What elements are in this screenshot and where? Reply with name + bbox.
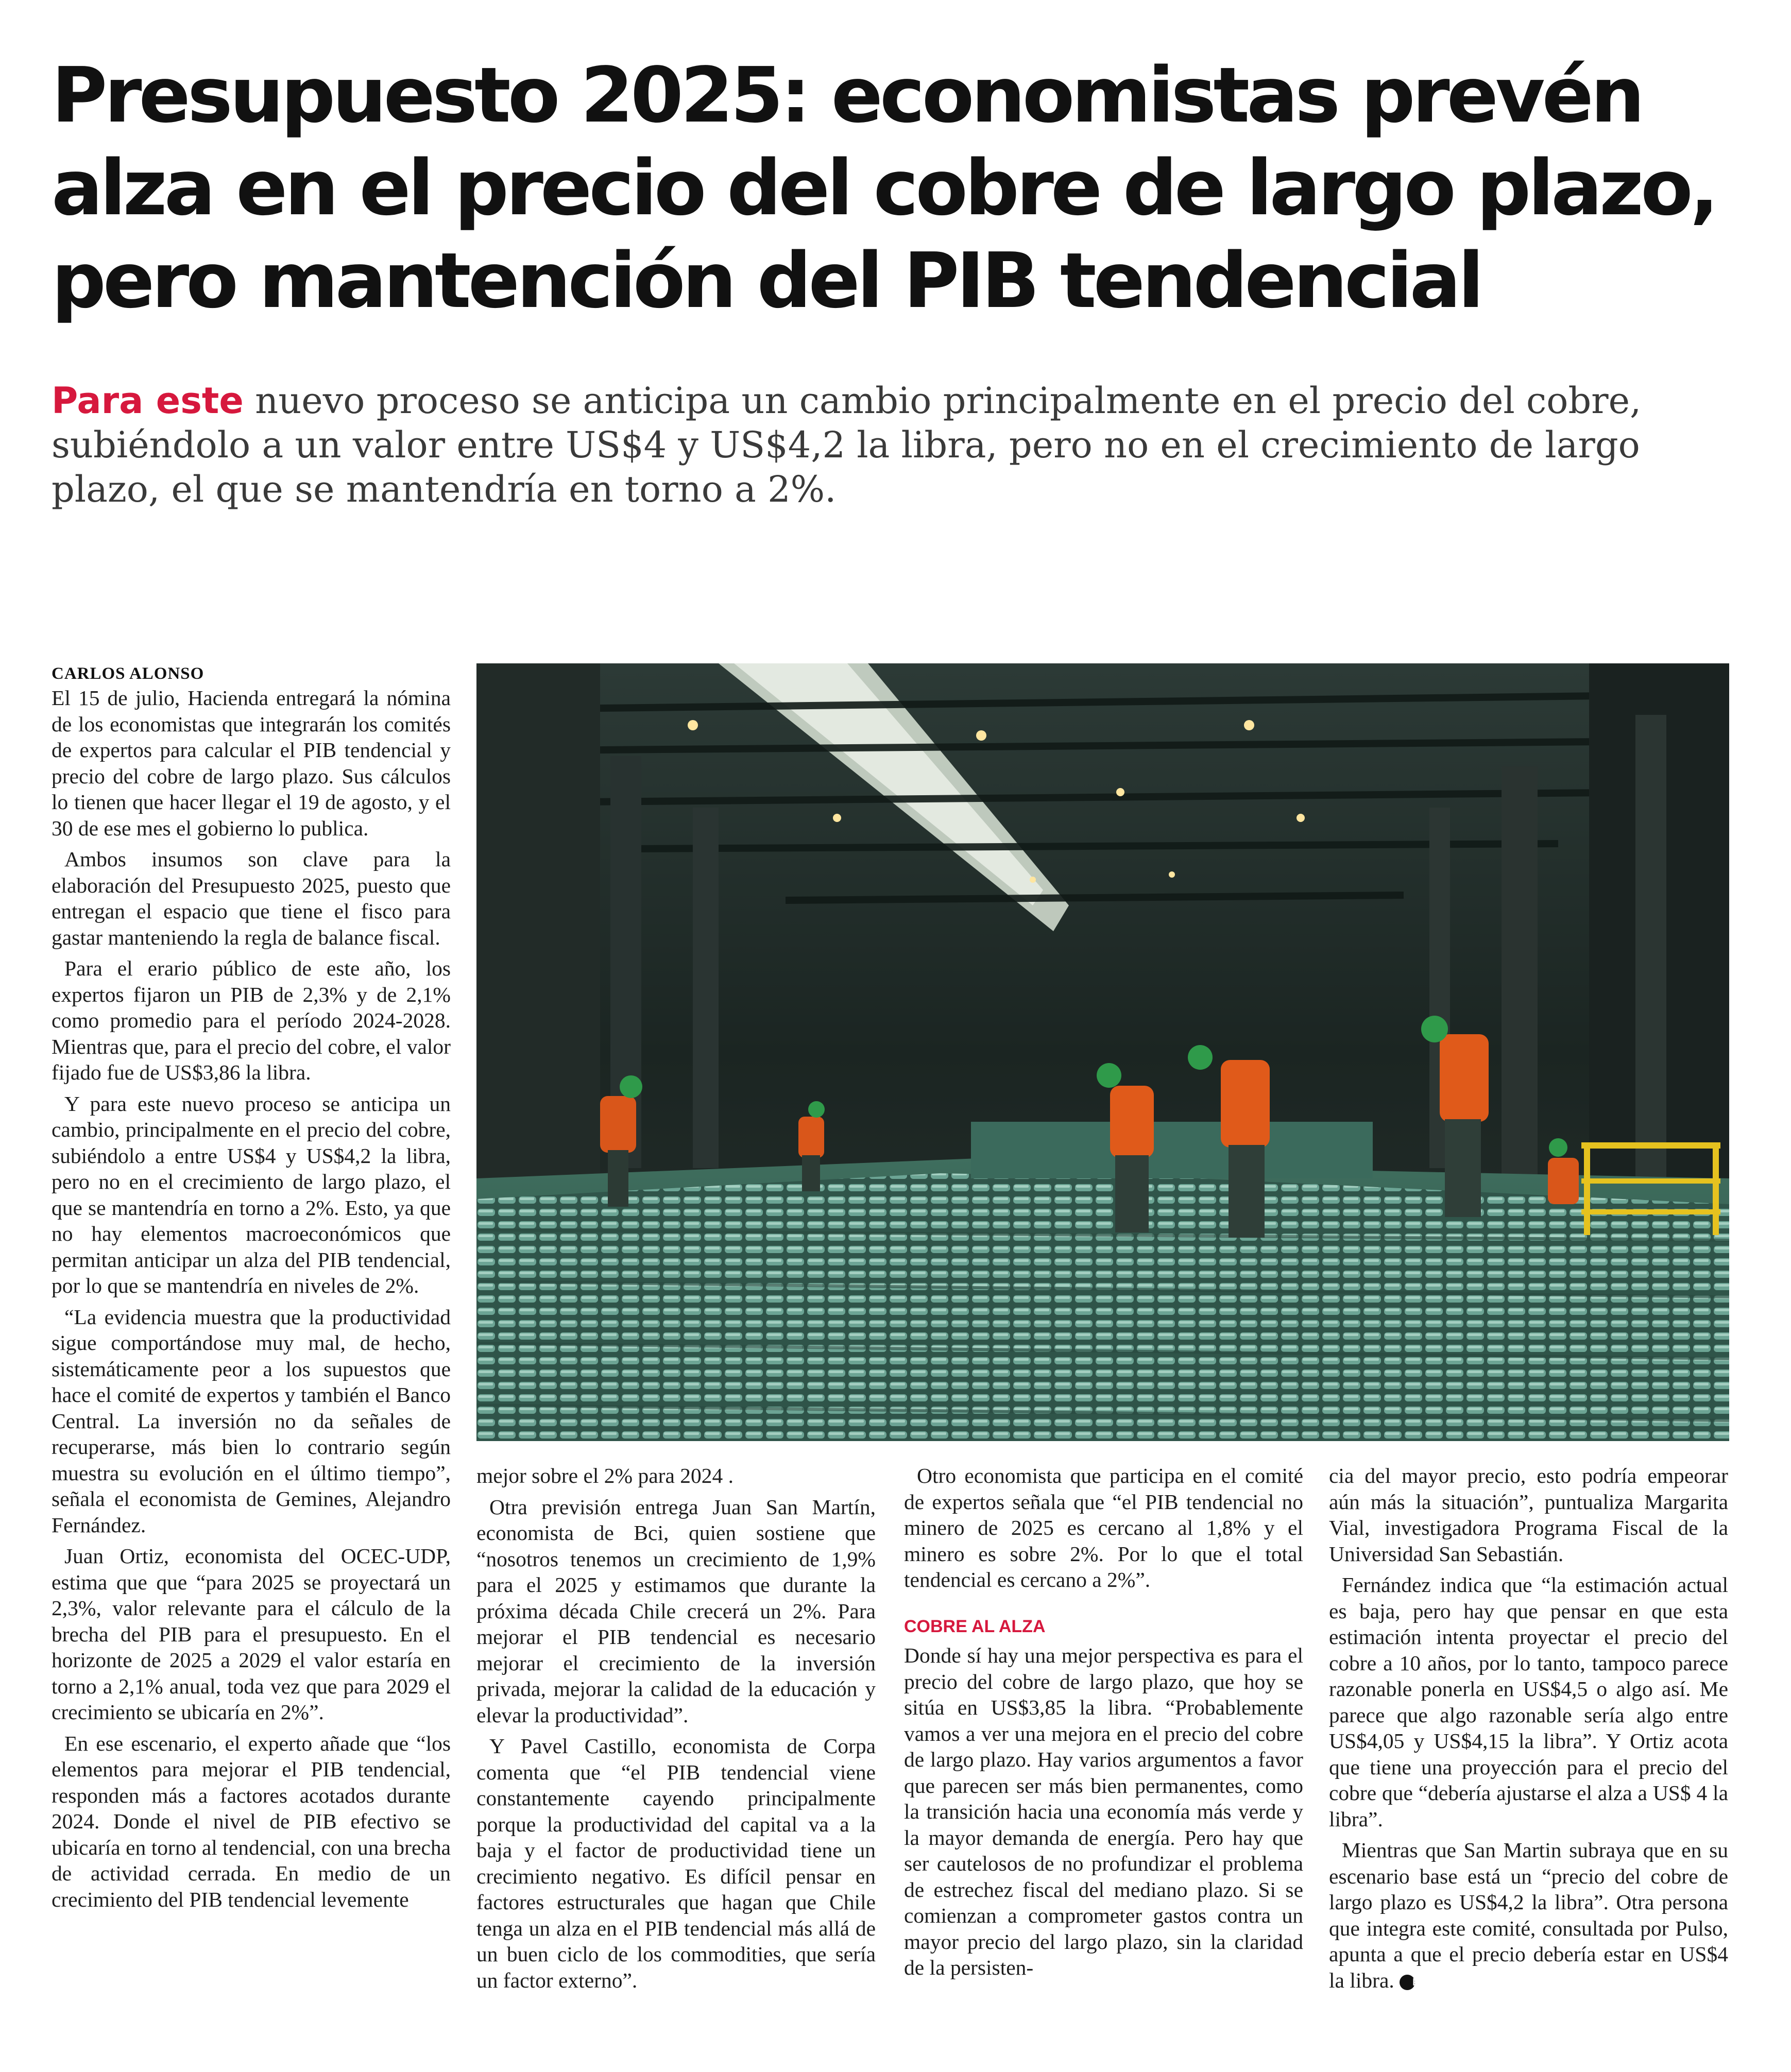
copper-refinery-photo [476,663,1729,1441]
paragraph-text: Mientras que San Martin subraya que en su escenario base está un “precio del cobre de largo plazo es US$4,2 la libra”. Otra persona que integra este comité, consultada por Pulso, apunta a que el precio debería estar en US$4 la libra. [1329,1838,1728,1992]
headline: Presupuesto 2025: economistas prevén alza en el precio del cobre de largo plazo, pero mantención del PIB tendencial [52,51,1716,325]
paragraph: Para el erario público de este año, los expertos fijaron un PIB de 2,3% y de 2,1% como promedio para el período 2024-2028. Mientras que, para el precio del cobre, el valor fijado fue de US$3,86 la libra. [52,956,451,1084]
paragraph: Otro economista que participa en el comité de expertos señala que “el PIB tendencial no minero de 2025 es cercano al 1,8% y el minero es sobre 2%. Por lo que el total tendencial es cercano a 2%”. [904,1464,1303,1591]
section-subhead: COBRE AL ALZA [904,1616,1046,1636]
paragraph: En ese escenario, el experto añade que “los elementos para mejorar el PIB tendencial, responden más a factores acotados durante 2024. Donde el nivel de PIB efectivo se ubicaría en torno al tendencial, con una brecha de actividad cerrada. En medio de un crecimiento del PIB tendencial levemente [52,1731,451,1911]
paragraph: Y Pavel Castillo, economista de Corpa comenta que “el PIB tendencial viene constantemente cayendo principalmente porque la productividad del capital va a la baja y el factor de productividad tiene un crecimiento negativo. Es difícil pensar en factores estructurales que hagan que Chile tenga un alza en el PIB tendencial más allá de un buen ciclo de los commodities, que sería un factor externo”. [476,1734,876,1992]
column-1 [52,685,451,1917]
column-4 [1329,1463,1728,1998]
paragraph: “La evidencia muestra que la productividad sigue comportándose muy mal, de hecho, sistemáticamente peor a los supuestos que hace el comité de expertos y también el Banco Central. La inversión no da señales de recuperarse, más bien lo contrario según muestra su evolución en el último tiempo”, señala el economista de Gemines, Alejandro Fernández. [52,1305,451,1537]
paragraph: Donde sí hay una mejor perspectiva es para el precio del cobre de largo plazo, que hoy se sitúa en US$3,85 la libra. “Probablemente vamos a ver una mejora en el precio del cobre de largo plazo. Hay varios argumentos a favor que parecen ser más bien permanentes, como la transición hacia una economía más verde y la mayor demanda de energía. Pero hay que ser cautelosos de no profundizar el problema de estrechez fiscal del mediano plazo. Si se comienzan a comprometer gastos contra un mayor precio del largo plazo, sin la claridad de la persisten- [904,1643,1303,1979]
paragraph [1329,1837,1728,1993]
column-3 [904,1463,1303,1986]
deck-text: nuevo proceso se anticipa un cambio principalmente en el precio del cobre, subiéndolo a un valor entre US$4 y US$4,2 la libra, pero no en el crecimiento de largo plazo, el que se mantendría en torno a 2%. [52,380,1642,510]
end-mark-icon: P [1400,1975,1415,1990]
paragraph: Ambos insumos son clave para la elaboración del Presupuesto 2025, puesto que entregan el espacio que tiene el fisco para gastar manteniendo la regla de balance fiscal. [52,847,451,949]
paragraph: Otra previsión entrega Juan San Martín, economista de Bci, quien sostiene que “nosotros tenemos un crecimiento de 1,9% para el 2025 y estimamos que durante la próxima década Chile crecerá un 2%. Para mejorar el PIB tendencial es necesario mejorar el crecimiento de la inversión privada, mejorar la calidad de la educación y elevar la productividad”. [476,1495,876,1727]
paragraph: Fernández indica que “la estimación actual es baja, pero hay que pensar en que esta estimación intenta proyectar el precio del cobre a 10 años, por lo tanto, tampoco parece razonable ponerla en US$4,5 o algo así. Me parece que algo razonable sería algo entre US$4,05 y US$4,15 la libra”. Y Ortiz acota que tiene una proyección para el precio del cobre que “debería ajustarse el alza a US$ 4 la libra”. [1329,1573,1728,1831]
column-2 [476,1463,876,1998]
paragraph: mejor sobre el 2% para 2024 . [476,1464,734,1487]
deck-lead: Para este [52,380,244,422]
byline: CARLOS ALONSO [52,664,204,683]
paragraph: El 15 de julio, Hacienda entregará la nómina de los economistas que integrarán los comités de expertos para calcular el PIB tendencial y precio del cobre de largo plazo. Sus cálculos lo tienen que hacer llegar el 19 de agosto, y el 30 de ese mes el gobierno lo publica. [52,686,451,840]
paragraph: Juan Ortiz, economista del OCEC-UDP, estima que que “para 2025 se proyectará un 2,3%, valor relevante para el cálculo de la brecha del PIB para el presupuesto. En el horizonte de 2025 a 2029 el valor estaría en torno a 2,1% anual, toda vez que para 2029 el crecimiento se ubicaría en 2%”. [52,1544,451,1724]
paragraph: Y para este nuevo proceso se anticipa un cambio, principalmente en el precio del cobre, subiéndolo a entre US$4 y US$4,2 la libra, pero no en el crecimiento de largo plazo, el que se mantendría en torno a 2%. Esto, ya que no hay elementos macroeconómicos que permitan anticipar un alza del PIB tendencial, por lo que se mantendría en niveles de 2%. [52,1091,451,1297]
paragraph: cia del mayor precio, esto podría empeorar aún más la situación”, puntualiza Margarita Vial, investigadora Programa Fiscal de la Universidad San Sebastián. [1329,1464,1728,1566]
deck [52,379,1720,511]
